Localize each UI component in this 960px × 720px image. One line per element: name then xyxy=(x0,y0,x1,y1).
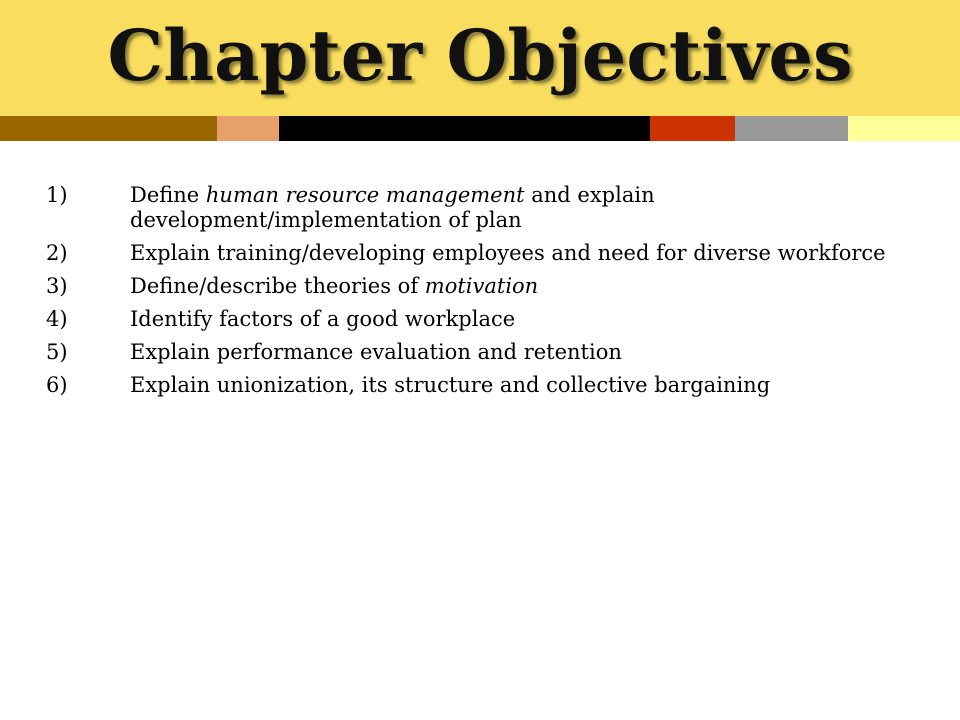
objective-text xyxy=(130,307,926,332)
objective-number: 3) xyxy=(46,274,68,298)
stripe-segment-pale-yellow xyxy=(848,116,960,141)
objective-text xyxy=(130,274,926,299)
objective-text xyxy=(130,183,926,233)
objective-text-part: Identify factors of a good workplace xyxy=(130,307,516,331)
objective-text xyxy=(130,373,926,398)
objective-text-emphasis: motivation xyxy=(424,274,539,298)
objective-item xyxy=(46,307,926,332)
decorative-stripe-bar xyxy=(0,116,960,141)
objective-text xyxy=(130,340,926,365)
objective-number: 4) xyxy=(46,307,68,331)
objective-number: 2) xyxy=(46,241,68,265)
objective-item xyxy=(46,274,926,299)
stripe-segment-peach xyxy=(217,116,279,141)
objective-item xyxy=(46,373,926,398)
objective-number: 6) xyxy=(46,373,68,397)
objective-text-part: Explain training/developing employees and need for diverse workforce xyxy=(130,241,886,265)
objective-item xyxy=(46,183,926,233)
stripe-segment-red xyxy=(650,116,735,141)
objective-text-part: Explain unionization, its structure and collective bargaining xyxy=(130,373,771,397)
objective-text-part: Define/describe theories of xyxy=(130,274,425,298)
title-band xyxy=(0,0,960,116)
objective-text xyxy=(130,241,926,266)
slide-title: Chapter Objectives xyxy=(107,14,853,97)
stripe-segment-black xyxy=(279,116,650,141)
stripe-segment-gray xyxy=(735,116,848,141)
stripe-segment-brown xyxy=(0,116,217,141)
objective-text-emphasis: human resource management xyxy=(205,183,525,207)
objective-number: 1) xyxy=(46,183,68,207)
objective-text-part: and explain development/implementation of plan xyxy=(130,183,655,232)
objective-text-part: Explain performance evaluation and retention xyxy=(130,340,622,364)
objective-item xyxy=(46,340,926,365)
objective-number: 5) xyxy=(46,340,68,364)
objectives-list xyxy=(46,183,926,406)
objective-text-part: Define xyxy=(130,183,206,207)
objective-item xyxy=(46,241,926,266)
